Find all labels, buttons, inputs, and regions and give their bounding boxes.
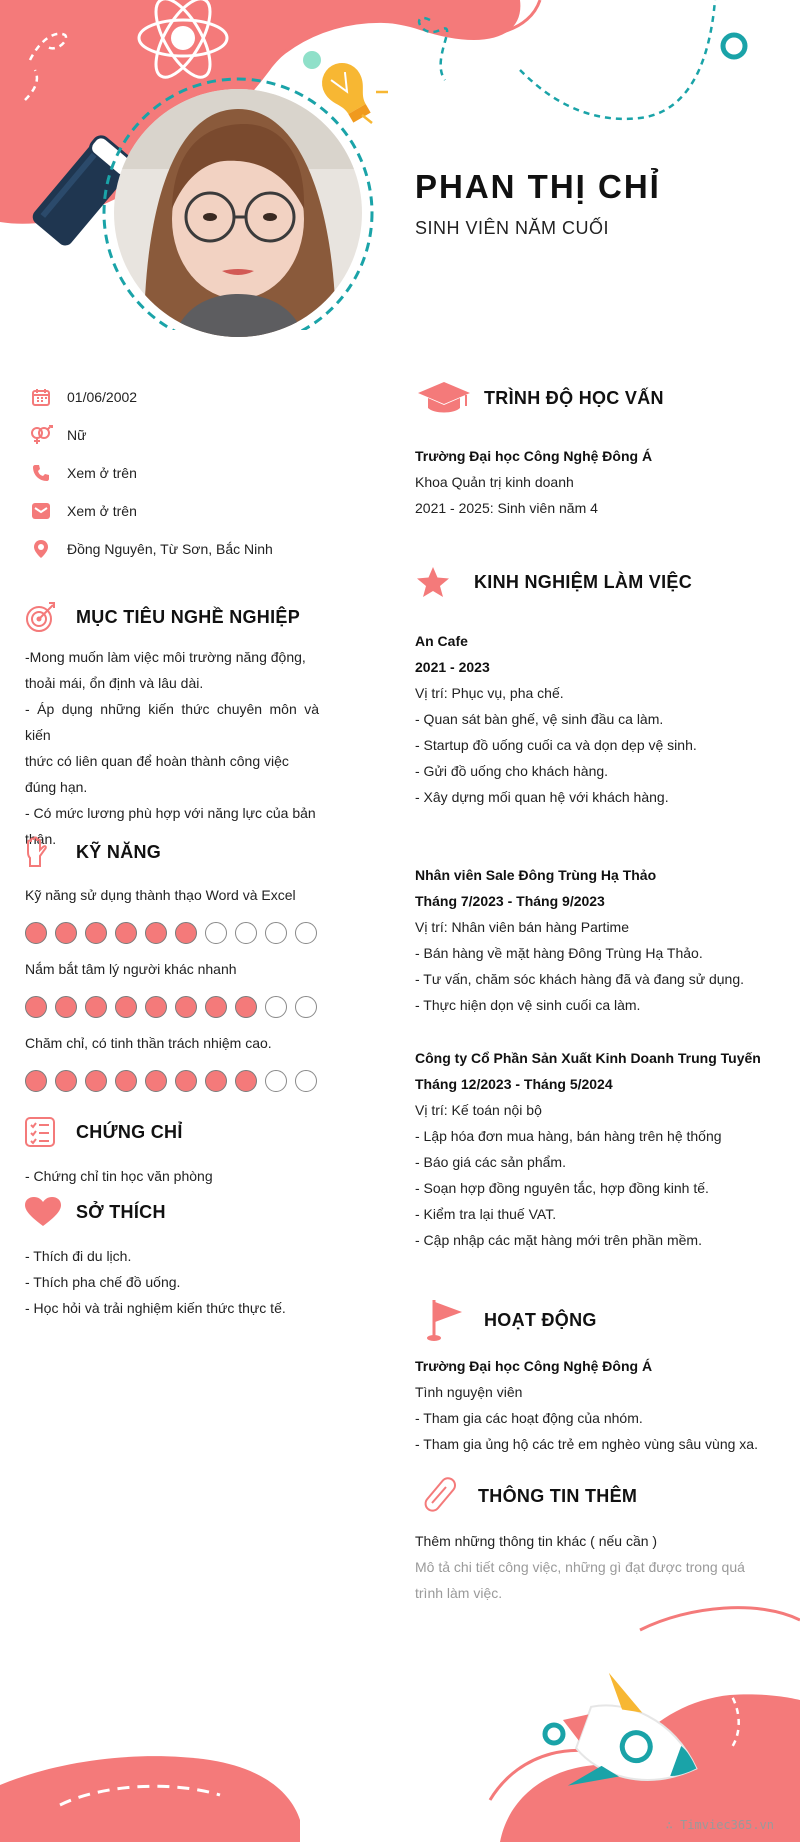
contact-text: Đồng Nguyên, Từ Sơn, Bắc Ninh: [67, 541, 273, 557]
avatar-photo: [114, 89, 362, 337]
objective-heading: MỤC TIÊU NGHỀ NGHIỆP: [24, 600, 300, 634]
watermark: ∴ Timviec365.vn: [665, 1818, 774, 1832]
skill-dot-filled: [115, 996, 137, 1018]
skill-rating: [25, 996, 325, 1018]
contact-gender: [28, 423, 358, 447]
skill-dot-filled: [205, 1070, 227, 1092]
skill-dot-empty: [265, 1070, 287, 1092]
activities-heading: HOẠT ĐỘNG: [424, 1298, 597, 1342]
skill-dot-filled: [55, 1070, 77, 1092]
skill-dot-filled: [175, 922, 197, 944]
skill-dot-filled: [115, 922, 137, 944]
extra-info-text: Thêm những thông tin khác ( nếu cần ) Mô tả chi tiết công việc, những gì đạt được trong quá trình làm việc.: [415, 1533, 745, 1601]
experience-heading: KINH NGHIỆM LÀM VIỆC: [416, 566, 692, 598]
skill-dot-filled: [85, 1070, 107, 1092]
contact-email: [28, 499, 358, 523]
candidate-name: PHAN THỊ CHỈ: [415, 168, 661, 205]
skill-label: Kỹ năng sử dụng thành thạo Word và Excel: [25, 887, 296, 903]
education-heading: TRÌNH ĐỘ HỌC VẤN: [416, 380, 664, 416]
skill-dot-filled: [145, 1070, 167, 1092]
contact-text: Xem ở trên: [67, 503, 137, 519]
extra-info-heading: THÔNG TIN THÊM: [418, 1475, 637, 1517]
job-entry: Nhân viên Sale Đông Trùng Hạ Thảo Tháng 7/2023 - Tháng 9/2023 Vị trí: Nhân viên bán hàng Partime - Bán hàng về mặt hàng Đông Trùng Hạ Thảo. - Tư vấn, chăm sóc khách hàng đã và đang sử dụng. - Thực hiện dọn vệ sinh cuối ca làm.: [415, 867, 745, 1013]
skill-dot-filled: [235, 1070, 257, 1092]
skill-label: Nắm bắt tâm lý người khác nhanh: [25, 961, 237, 977]
skill-dot-filled: [55, 922, 77, 944]
contact-text: 01/06/2002: [67, 389, 138, 405]
skill-dot-filled: [175, 1070, 197, 1092]
skill-dot-filled: [25, 996, 47, 1018]
education-text: Trường Đại học Công Nghệ Đông Á Khoa Quản trị kinh doanh 2021 - 2025: Sinh viên năm 4: [415, 448, 653, 516]
job-entry: Công ty Cổ Phần Sản Xuất Kinh Doanh Trung Tuyến Tháng 12/2023 - Tháng 5/2024 Vị trí: Kế toán nội bộ - Lập hóa đơn mua hàng, bán hàng trên hệ thống - Báo giá các sản phẩm. - Soạn hợp đồng nguyên tắc, hợp đồng kinh tế. - Kiểm tra lại thuế VAT. - Cập nhập các mặt hàng mới trên phần mềm.: [415, 1050, 761, 1248]
footer-decoration: [0, 1600, 800, 1842]
skill-label: Chăm chỉ, có tinh thần trách nhiệm cao.: [25, 1035, 272, 1051]
skill-dot-empty: [295, 922, 317, 944]
header-decoration: [0, 0, 800, 330]
skill-dot-empty: [235, 922, 257, 944]
hobbies-heading: SỞ THÍCH: [24, 1196, 166, 1228]
skill-dot-filled: [115, 1070, 137, 1092]
skill-dot-filled: [145, 996, 167, 1018]
location-pin-icon: [28, 538, 54, 560]
skill-dot-filled: [25, 922, 47, 944]
skill-dot-empty: [265, 996, 287, 1018]
paperclip-icon: [418, 1475, 460, 1517]
hand-icon: [24, 836, 48, 868]
flag-icon: [424, 1298, 464, 1342]
skill-dot-empty: [295, 1070, 317, 1092]
target-icon: [24, 600, 58, 634]
skill-dot-filled: [235, 996, 257, 1018]
star-icon: [416, 566, 450, 598]
contact-text: Xem ở trên: [67, 465, 137, 481]
skill-rating: [25, 922, 325, 944]
heart-icon: [24, 1196, 62, 1228]
calendar-icon: [28, 386, 54, 408]
graduation-cap-icon: [416, 380, 472, 416]
skill-dot-filled: [205, 996, 227, 1018]
objective-text: -Mong muốn làm việc môi trường năng động, thoải mái, ổn định và lâu dài. - Áp dụng những kiến thức chuyên môn và kiến thức có liên quan để hoàn thành công việc đúng hạn. - Có mức lương phù hợp với năng lực của bản thân.: [25, 649, 319, 847]
job-entry: An Cafe 2021 - 2023 Vị trí: Phục vụ, pha chế. - Quan sát bàn ghế, vệ sinh đầu ca làm. - Startup đồ uống cuối ca và dọn dẹp vệ sinh. - Gửi đồ uống cho khách hàng. - Xây dựng mối quan hệ với khách hàng.: [415, 633, 697, 805]
skills-heading: KỸ NĂNG: [24, 836, 161, 868]
hobbies-text: - Thích đi du lịch. - Thích pha chế đồ uống. - Học hỏi và trải nghiệm kiến thức thực tế.: [25, 1248, 286, 1316]
email-icon: [28, 500, 54, 522]
skill-dot-filled: [25, 1070, 47, 1092]
skill-dot-filled: [175, 996, 197, 1018]
contact-birthdate: [28, 385, 358, 409]
skill-dot-empty: [295, 996, 317, 1018]
skill-dot-filled: [145, 922, 167, 944]
certificates-text: - Chứng chỉ tin học văn phòng: [25, 1168, 213, 1184]
contact-address: [28, 537, 358, 561]
skill-dot-empty: [205, 922, 227, 944]
skill-rating: [25, 1070, 325, 1092]
phone-icon: [28, 462, 54, 484]
skill-dot-empty: [265, 922, 287, 944]
certificates-heading: CHỨNG CHỈ: [24, 1116, 183, 1148]
skill-dot-filled: [85, 922, 107, 944]
checklist-icon: [24, 1116, 56, 1148]
skill-dot-filled: [85, 996, 107, 1018]
activities-text: Trường Đại học Công Nghệ Đông Á Tình nguyện viên - Tham gia các hoạt động của nhóm. - Tham gia ủng hộ các trẻ em nghèo vùng sâu vùng xa.: [415, 1358, 758, 1452]
gender-icon: [28, 424, 54, 446]
contact-phone: [28, 461, 358, 485]
skill-dot-filled: [55, 996, 77, 1018]
candidate-title: SINH VIÊN NĂM CUỐI: [415, 218, 610, 238]
contact-text: Nữ: [67, 427, 87, 443]
light-bulb-icon: [315, 56, 380, 128]
